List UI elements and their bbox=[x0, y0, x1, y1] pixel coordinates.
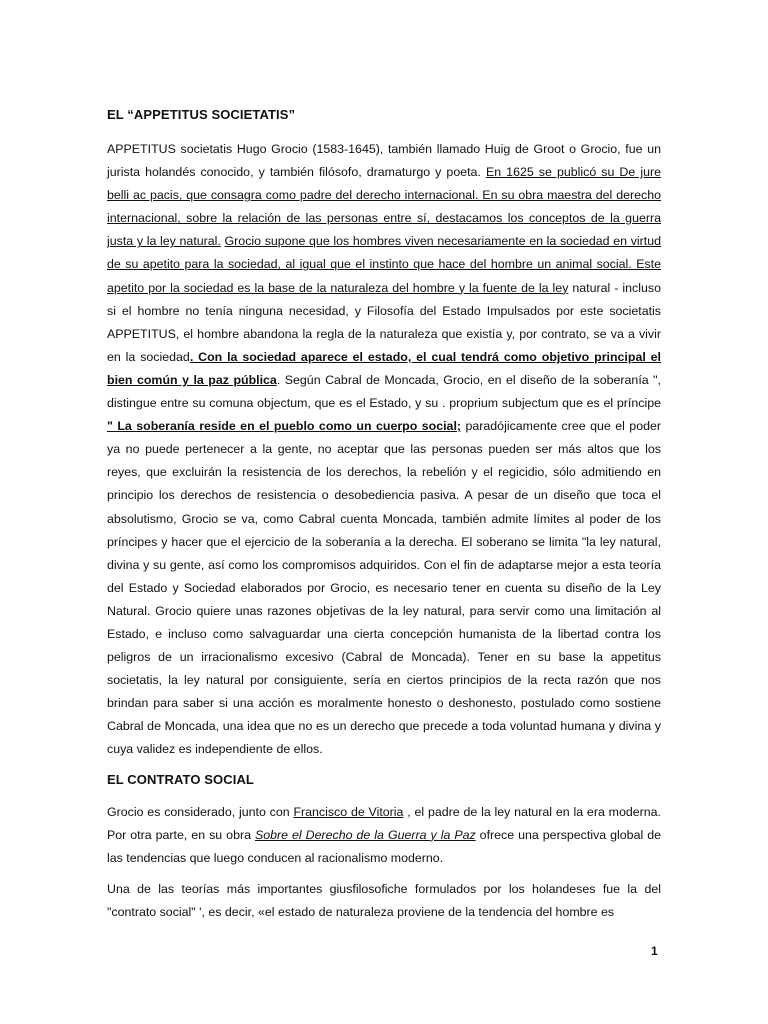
underlined-text-run: En 1625 se publicó su De jure belli ac pacis, que consagra como padre del derecho internacional. En su obra maestra del derecho internacional, sobre la relación de las personas entre sí, destacamos los conceptos de la guerra justa y la ley natural. bbox=[107, 165, 661, 249]
text-run: , el padre de la ley natural en la era moderna. Por otra parte, en su obra bbox=[107, 804, 661, 842]
text-run: Grocio es considerado, junto con bbox=[107, 804, 294, 819]
text-run: ofrece una perspectiva global de las tendencias que luego conducen al racionalismo moderno. bbox=[107, 827, 662, 865]
page-number: 1 bbox=[651, 944, 658, 958]
section-heading-appetitus: EL “APPETITUS SOCIETATIS” bbox=[107, 107, 296, 122]
paragraph-grocio-vitoria bbox=[107, 801, 661, 870]
paragraph-appetitus bbox=[107, 138, 661, 762]
text-run: natural - incluso si el hombre no tenía ninguna necesidad, y Filosofía del Estado Impulsados por este societatis APPETITUS, el hombre abandona la regla de la naturaleza que existía y, por contrato, se va a vivir en la sociedad bbox=[107, 280, 661, 364]
text-run: . Según Cabral de Moncada, Grocio, en el diseño de la soberanía ", distingue entre su comuna objectum, que es el Estado, y su . proprium subjectum que es el príncipe bbox=[107, 372, 661, 411]
text-run: paradójicamente cree que el poder ya no puede pertenecer a la gente, no aceptar que las personas pueden ser más altos que los reyes, que excluirán la resistencia de los derechos, la rebelión y el regicidio, sólo admitiendo en principio los derechos de resistencia o desobediencia pasiva. A pesar de un diseño que toca el absolutismo, Grocio se va, como Cabral cuenta Moncada, también admite límites al poder de los príncipes y hacer que el ejercicio de la soberanía a la derecha. El soberano se limita "la ley natural, divina y su gente, así como los compromisos adquiridos. Con el fin de adaptarse mejor a esta teoría del Estado y Sociedad elaborados por Grocio, es necesario tener en cuenta su diseño de la Ley Natural. Grocio quiere unas razones objetivas de la ley natural, para servir como una limitación al Estado, e incluso como salvaguardar una cierta concepción humanista de la libertad contra los peligros de un irracionalismo excesivo (Cabral de Moncada). Tener en su base la appetitus societatis, la ley natural por consiguiente, sería en ciertos principios de la recta razón que nos brindan para saber si una acción es moralmente honesto o deshonesto, postulado como sostiene Cabral de Moncada, una idea que no es un derecho que precede a toda voluntad humana y divina y cuya validez es independiente de ellos. bbox=[107, 419, 662, 757]
link-francisco-de-vitoria[interactable]: Francisco de Vitoria bbox=[293, 804, 404, 819]
page-content bbox=[107, 107, 661, 932]
bold-underlined-text-run: " La soberanía reside en el pueblo como un cuerpo social; bbox=[107, 419, 462, 434]
paragraph-contrato-social: Una de las teorías más importantes giusfilosofiche formulados por los holandeses fue la del "contrato social" ', es decir, «el estado de naturaleza proviene de la tendencia del hombre es bbox=[107, 881, 661, 919]
bold-underlined-text-run: . Con la sociedad aparece el estado, el cual tendrá como objetivo principal el bien común y la paz pública bbox=[107, 349, 661, 387]
text-run: APPETITUS societatis Hugo Grocio (1583-1645), también llamado Huig de Groot o Grocio, fue un jurista holandés conocido, y también filósofo, dramaturgo y poeta. bbox=[107, 142, 661, 180]
link-obra-derecho-guerra-paz[interactable]: Sobre el Derecho de la Guerra y la Paz bbox=[254, 827, 476, 842]
section-heading-contrato-social: EL CONTRATO SOCIAL bbox=[107, 771, 254, 787]
underlined-text-run: Grocio supone que los hombres viven necesariamente en la sociedad en virtud de su apetito para la sociedad, al igual que el instinto que hace del hombre un animal social. Este apetito por la sociedad es la base de la naturaleza del hombre y la fuente de la ley bbox=[107, 234, 661, 295]
